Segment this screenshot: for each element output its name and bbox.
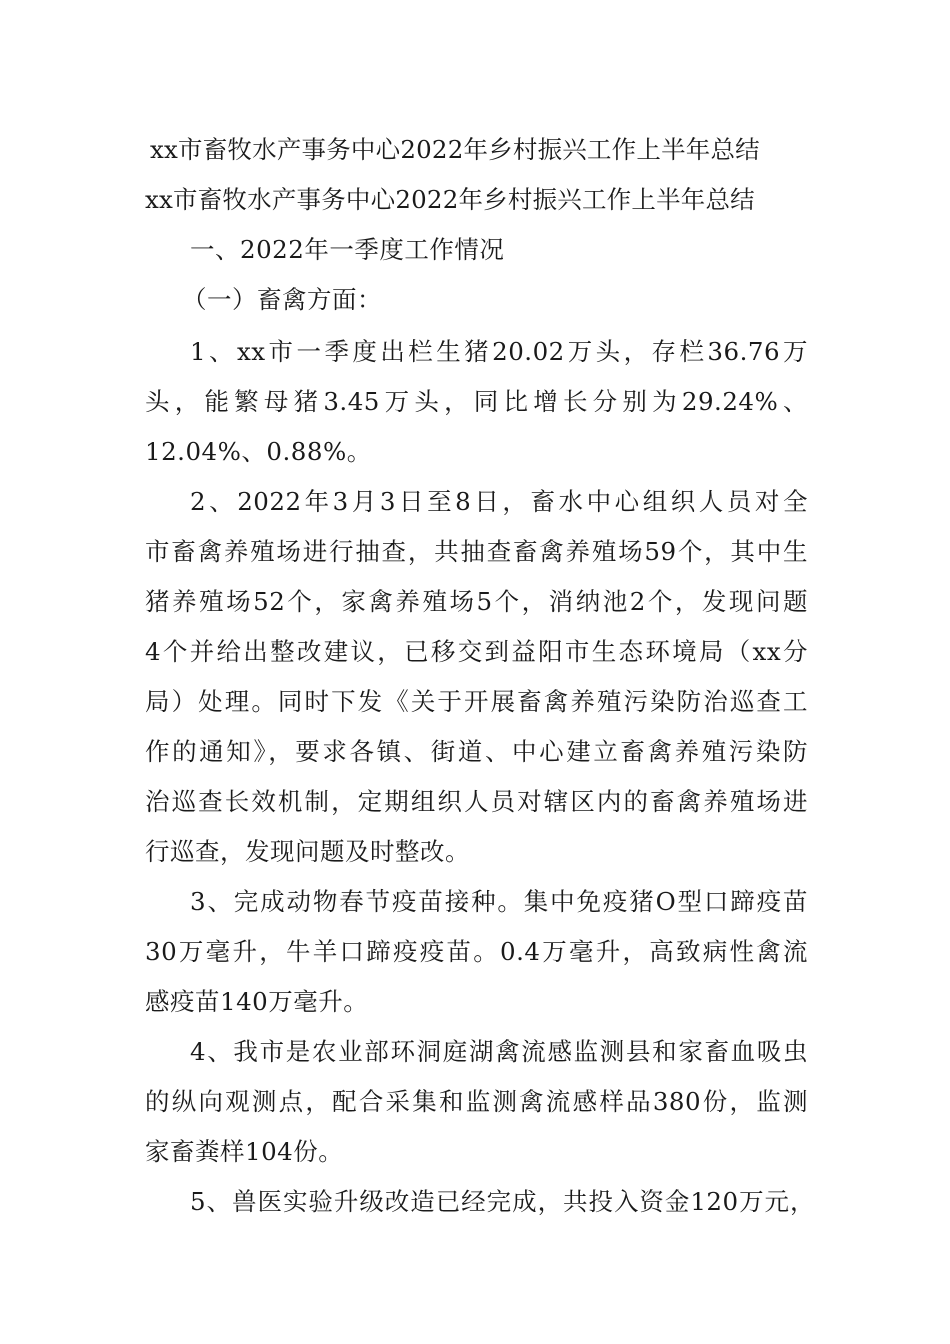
paragraph-2-line-7: 治巡查长效机制，定期组织人员对辖区内的畜禽养殖场进 [145, 787, 808, 816]
paragraph-2-line-1: 2、2022年3月3日至8日，畜水中心组织人员对全 [190, 487, 808, 516]
paragraph-2-line-8: 行巡查，发现问题及时整改。 [145, 837, 470, 866]
paragraph-2-line-4: 4个并给出整改建议，已移交到益阳市生态环境局（xx分 [145, 637, 808, 666]
paragraph-2-line-2: 市畜禽养殖场进行抽查，共抽查畜禽养殖场59个，其中生 [145, 537, 808, 566]
section-heading: 一、2022年一季度工作情况 [190, 235, 505, 264]
paragraph-3-line-1: 3、完成动物春节疫苗接种。集中免疫猪O型口蹄疫苗 [190, 887, 808, 916]
subsection-heading: （一）畜禽方面： [182, 285, 382, 314]
paragraph-2-line-3: 猪养殖场52个，家禽养殖场5个，消纳池2个，发现问题 [145, 587, 808, 616]
paragraph-4-line-3: 家畜粪样104份。 [145, 1137, 344, 1166]
paragraph-2-line-6: 作的通知》，要求各镇、街道、中心建立畜禽养殖污染防 [145, 737, 808, 766]
document-title-line-2: xx市畜牧水产事务中心2022年乡村振兴工作上半年总结 [145, 185, 755, 214]
paragraph-5-line-1: 5、兽医实验升级改造已经完成，共投入资金120万元， [190, 1187, 815, 1216]
document-title-line-1: xx市畜牧水产事务中心2022年乡村振兴工作上半年总结 [150, 135, 760, 164]
paragraph-3-line-3: 感疫苗140万毫升。 [145, 987, 369, 1016]
paragraph-1-line-1: 1、xx市一季度出栏生猪20.02万头，存栏36.76万 [190, 337, 808, 366]
paragraph-4-line-2: 的纵向观测点，配合采集和监测禽流感样品380份，监测 [145, 1087, 808, 1116]
paragraph-4-line-1: 4、我市是农业部环洞庭湖禽流感监测县和家畜血吸虫 [190, 1037, 808, 1066]
paragraph-2-line-5: 局）处理。同时下发《关于开展畜禽养殖污染防治巡查工 [145, 687, 808, 716]
paragraph-1-line-3: 12.04%、0.88%。 [145, 437, 372, 466]
paragraph-3-line-2: 30万毫升，牛羊口蹄疫疫苗。0.4万毫升，高致病性禽流 [145, 937, 808, 966]
paragraph-1-line-2: 头，能繁母猪3.45万头，同比增长分别为29.24%、 [145, 387, 808, 416]
